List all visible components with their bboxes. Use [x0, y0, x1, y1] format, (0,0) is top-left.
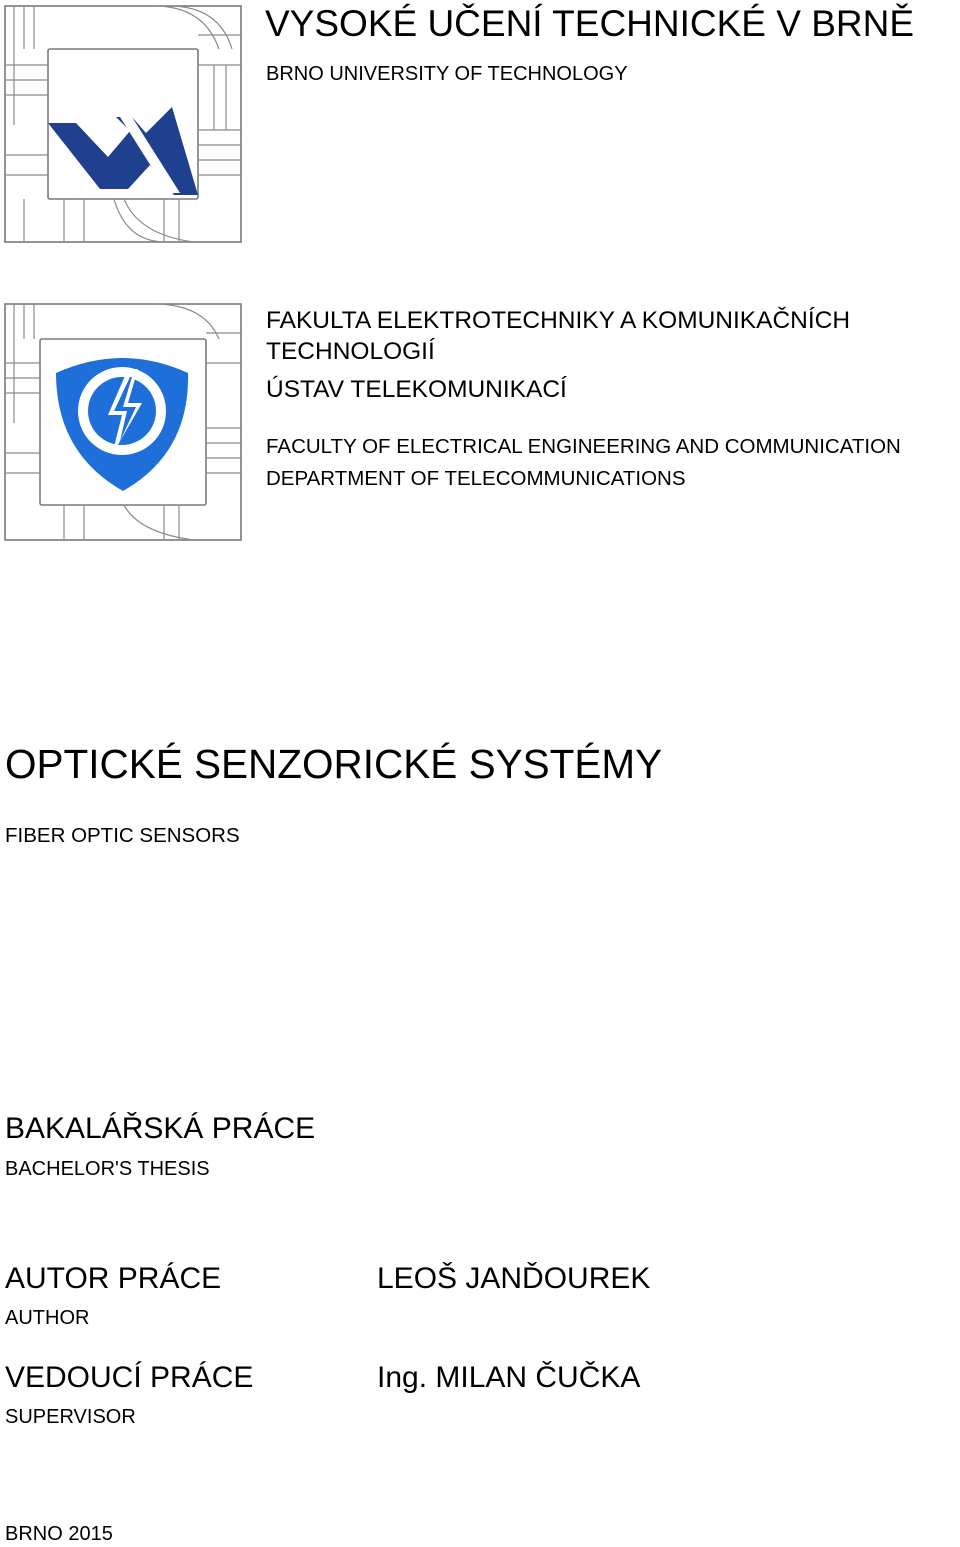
thesis-type-cz: BAKALÁŘSKÁ PRÁCE	[5, 1112, 316, 1145]
supervisor-label-en: SUPERVISOR	[5, 1406, 136, 1428]
author-label-en: AUTHOR	[5, 1307, 90, 1329]
faculty-shield-icon	[4, 303, 242, 541]
faculty-name-en: FACULTY OF ELECTRICAL ENGINEERING AND COMMUNICATION	[266, 435, 901, 458]
university-name-en: BRNO UNIVERSITY OF TECHNOLOGY	[266, 63, 628, 85]
university-name-cz: VYSOKÉ UČENÍ TECHNICKÉ V BRNĚ	[265, 3, 915, 44]
author-label-cz: AUTOR PRÁCE	[5, 1262, 222, 1295]
author-name: LEOŠ JANĎOUREK	[377, 1262, 651, 1295]
faculty-name-cz-line2: TECHNOLOGIÍ	[266, 338, 435, 365]
faculty-name-cz-line1: FAKULTA ELEKTROTECHNIKY A KOMUNIKAČNÍCH	[266, 307, 851, 334]
university-logo-icon	[4, 5, 242, 243]
thesis-title-cz: OPTICKÉ SENZORICKÉ SYSTÉMY	[5, 741, 663, 787]
department-name-cz: ÚSTAV TELEKOMUNIKACÍ	[266, 376, 567, 403]
department-name-en: DEPARTMENT OF TELECOMMUNICATIONS	[266, 467, 686, 490]
city-year: BRNO 2015	[5, 1523, 113, 1545]
supervisor-label-cz: VEDOUCÍ PRÁCE	[5, 1361, 254, 1394]
thesis-title-en: FIBER OPTIC SENSORS	[5, 824, 240, 847]
thesis-type-en: BACHELOR'S THESIS	[5, 1158, 210, 1180]
supervisor-name: Ing. MILAN ČUČKA	[377, 1361, 641, 1394]
